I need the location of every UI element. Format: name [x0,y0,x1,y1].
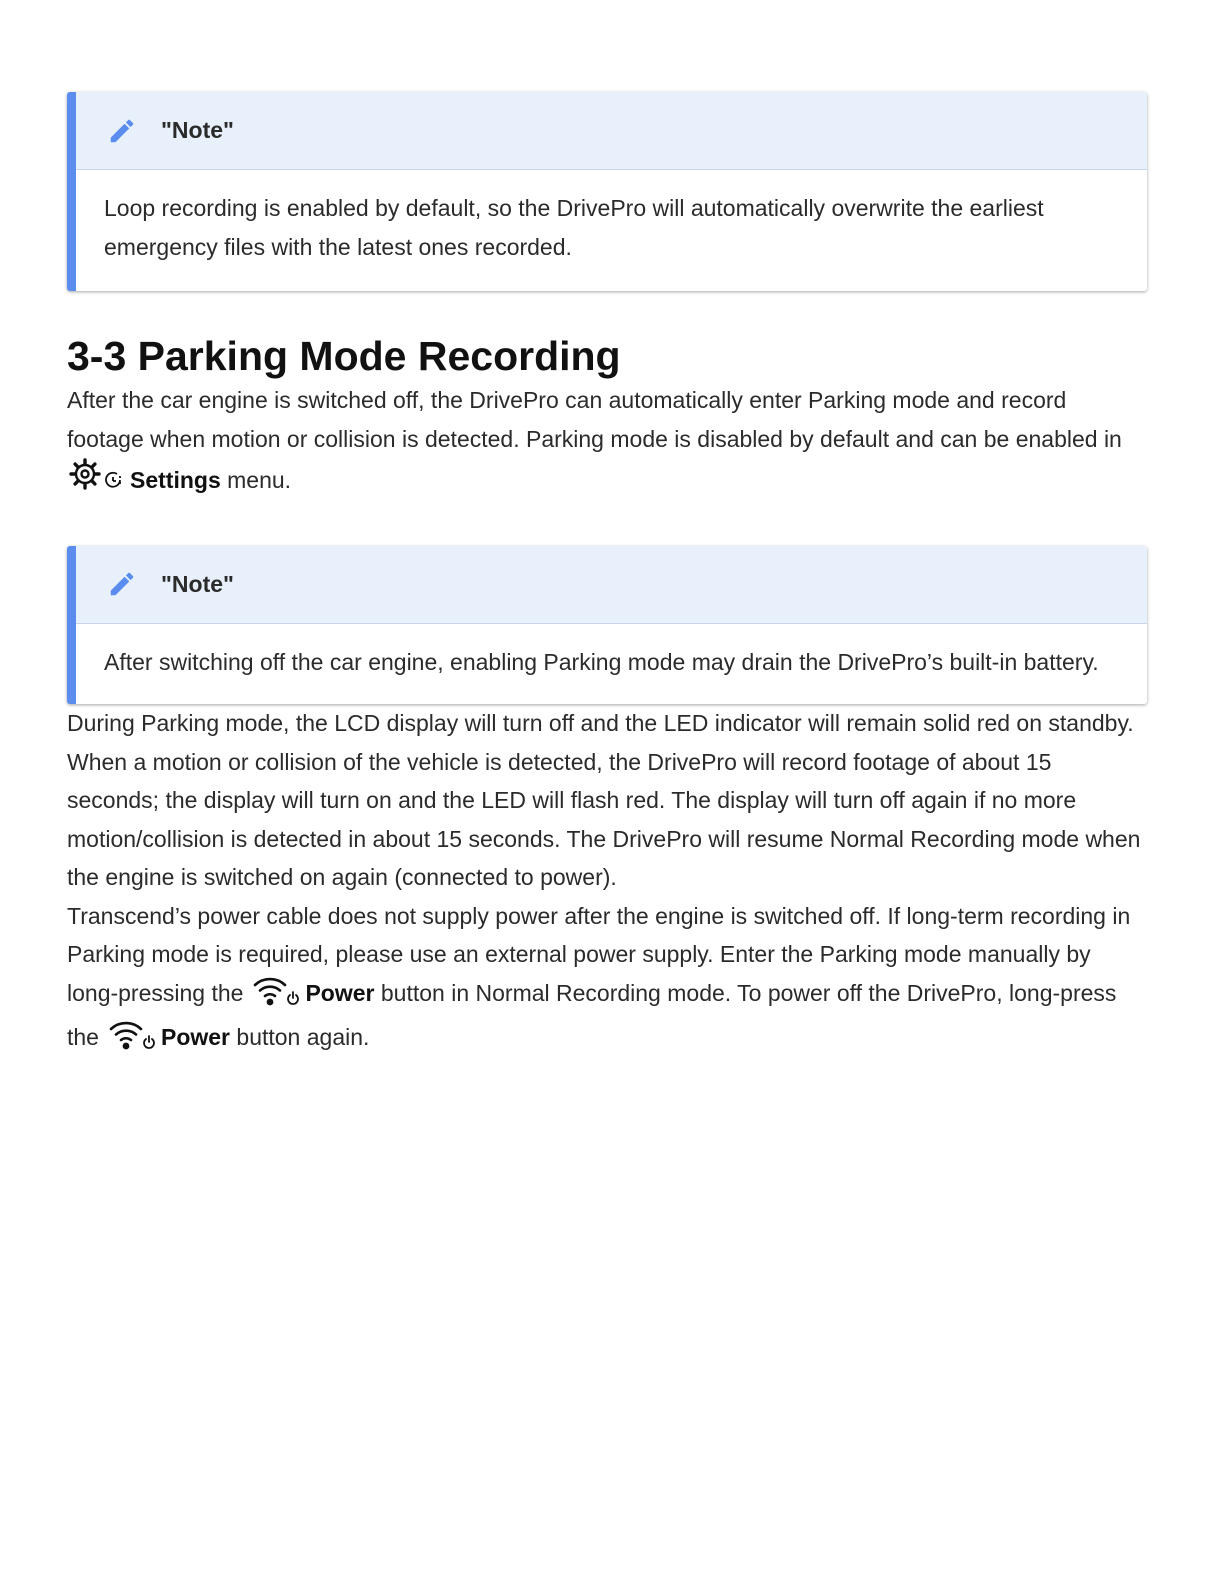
document-page [67,92,1147,1063]
note-text: Loop recording is enabled by default, so the DrivePro will automatically overwrite the earliest emergency files with the latest ones recorded. [104,195,1044,260]
parking-mode-paragraph: During Parking mode, the LCD display will turn off and the LED indicator will remain solid red on standby. When a motion or collision of the vehicle is detected, the DrivePro will record footage of about 15 seconds; the display will turn on and the LED will flash red. The display will turn off again if no more motion/collision is detected in about 15 seconds. The DrivePro will resume Normal Recording mode when the engine is switched on again (connected to power). [67,710,1141,890]
intro-paragraph [67,381,1147,506]
power-text-2: button in Normal Recording mode. To power off the DrivePro, long-press the [67,979,1117,1050]
wifi-power-icon [253,975,299,1019]
power-paragraph [67,897,1147,1063]
pencil-icon [107,569,137,599]
intro-text: After the car engine is switched off, the DrivePro can automatically enter Parking mode and record footage when motion or collision is detected. Parking mode is disabled by default and can be enabled in [67,387,1122,452]
note-box-parking-battery [67,546,1147,705]
pencil-icon [107,116,137,146]
power-label: Power [305,979,375,1006]
note-header [76,92,1147,170]
power-text-3: button again. [230,1024,370,1050]
note-header [76,546,1147,624]
intro-text-after: menu. [220,467,292,493]
power-text-1: Transcend’s power cable does not supply power after the engine is switched off. If long-term recording in Parking mode is required, please use an external power supply. Enter the Parking mode manually by long-pressing the [67,902,1131,1006]
note-title: "Note" [161,570,234,597]
settings-label: Settings [130,467,221,493]
power-label: Power [160,1024,231,1050]
note-title: "Note" [161,117,234,143]
section-heading: 3-3 Parking Mode Recording [67,333,621,379]
note-box-loop-recording [67,92,1147,291]
note-text: After switching off the car engine, enabling Parking mode may drain the DrivePro’s built-in battery. [104,648,1099,675]
settings-gear-icon [67,458,125,506]
wifi-power-icon [109,1019,155,1063]
